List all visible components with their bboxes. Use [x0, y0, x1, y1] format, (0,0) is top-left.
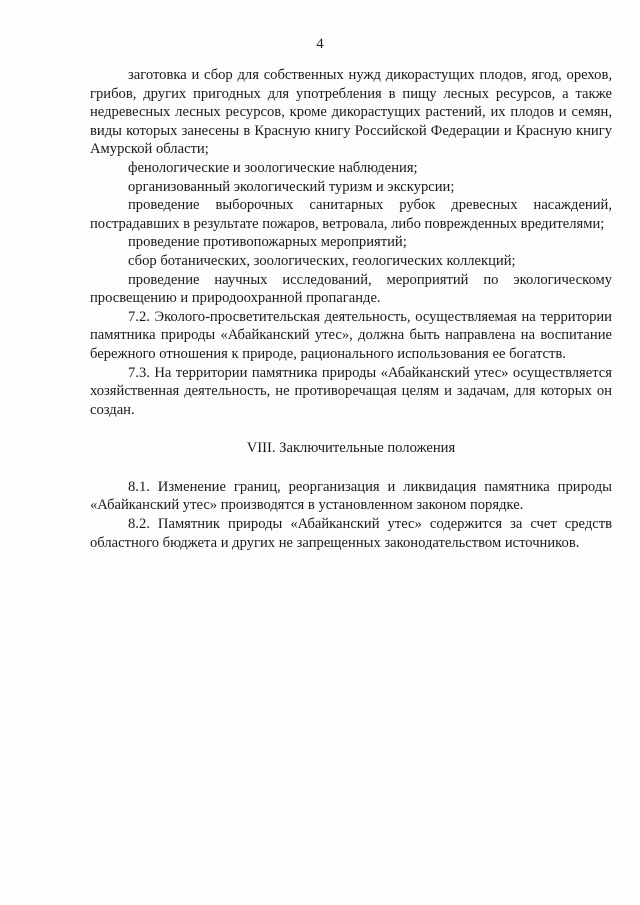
paragraph-7-3: 7.3. На территории памятника природы «Абайканский утес» осуществляется хозяйственная деятельность, не противоречащая целям и задачам, для которых он создан. — [90, 364, 612, 418]
paragraph-8-2: 8.2. Памятник природы «Абайканский утес» содержится за счет средств областного бюджета и других не запрещенных законодательством источников. — [90, 516, 612, 551]
document-body — [90, 66, 612, 552]
paragraph-research: проведение научных исследований, мероприятий по экологическому просвещению и природоохранной пропаганде. — [90, 271, 612, 307]
paragraph-observations: фенологические и зоологические наблюдения; — [128, 159, 418, 176]
paragraph-8-1: 8.1. Изменение границ, реорганизация и ликвидация памятника природы «Абайканский утес» производятся в установленном законом порядке. — [90, 478, 612, 514]
paragraph-collections: сбор ботанических, зоологических, геологических коллекций; — [128, 252, 516, 269]
paragraph-fire-prevention: проведение противопожарных мероприятий; — [128, 234, 407, 251]
section-heading: VIII. Заключительные положения — [246, 440, 456, 457]
paragraph-sanitary-logging: проведение выборочных санитарных рубок древесных насаждений, пострадавших в результате пожаров, ветровала, либо поврежденных вредителями; — [90, 197, 612, 232]
paragraph-7-2: 7.2. Эколого-просветительская деятельность, осуществляемая на территории памятника природы «Абайканский утес», должна быть направлена на воспитание бережного отношения к природе, рационального использования ее богатств. — [90, 308, 612, 362]
paragraph-tourism: организованный экологический туризм и экскурсии; — [128, 178, 455, 195]
page-number: 4 — [316, 36, 324, 52]
paragraph-wild-harvest: заготовка и сбор для собственных нужд дикорастущих плодов, ягод, орехов, грибов, других пригодных для употребления в пищу лесных ресурсов, а также недревесных лесных ресурсов, кроме дикорастущих растений, их плодов и семян, виды которых занесены в Красную книгу Российской Федерации и Красную книгу Амурской области; — [90, 67, 612, 158]
